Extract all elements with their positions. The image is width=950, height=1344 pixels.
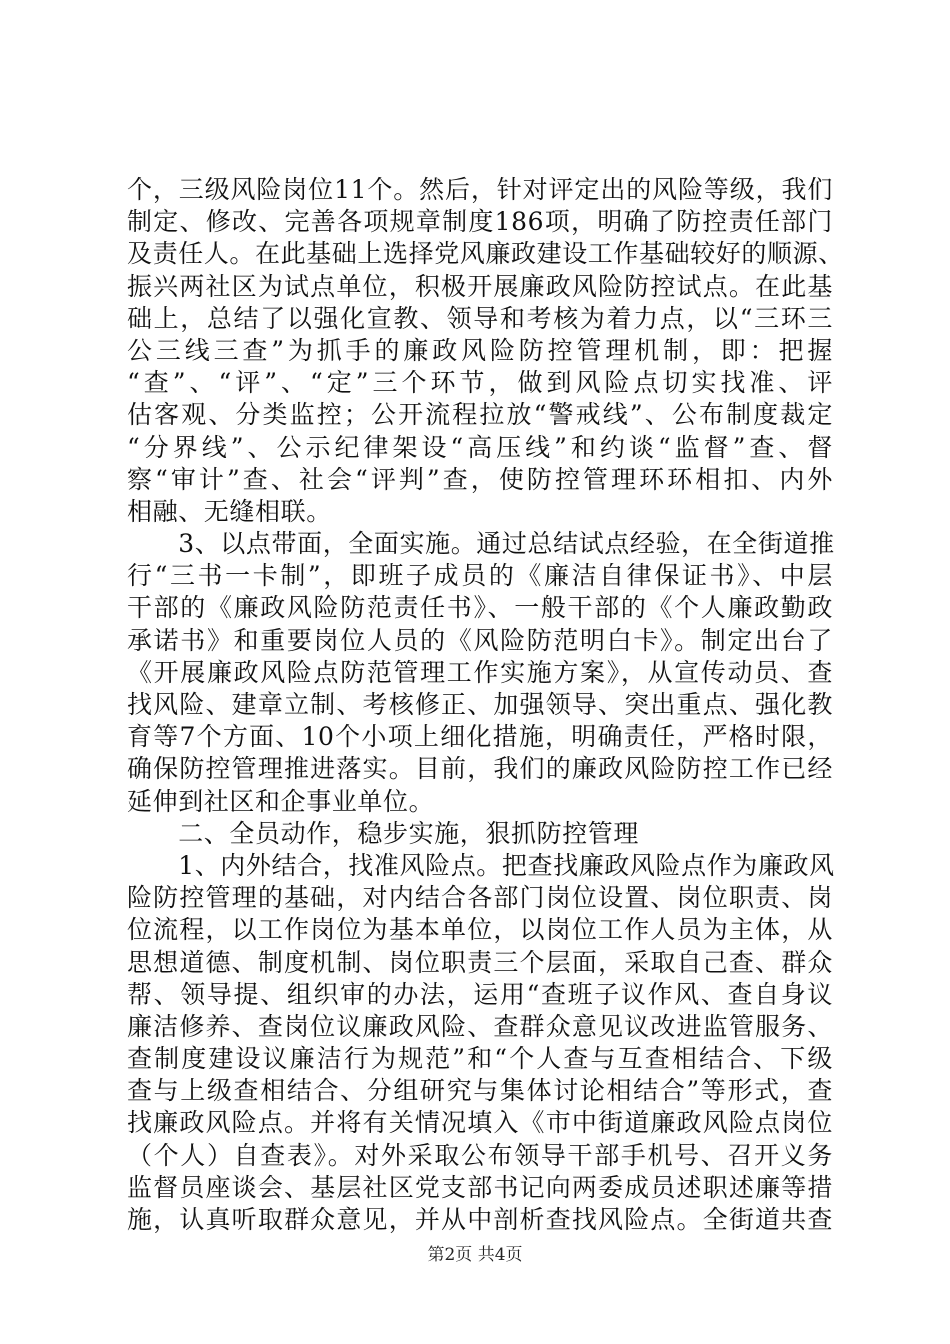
text-line: 找风险、建章立制、考核修正、加强领导、突出重点、强化教 — [127, 690, 833, 719]
text-line: 找廉政风险点。并将有关情况填入《市中街道廉政风险点岗位 — [127, 1108, 833, 1138]
document-body — [127, 174, 844, 1236]
text-line: 帮、领导提、组织审的办法，运用“查班子议作风、查自身议 — [127, 979, 833, 1009]
text-line: 位流程，以工作岗位为基本单位，以岗位工作人员为主体，从 — [127, 915, 833, 945]
text-line: “分界线”、公示纪律架设“高压线”和约谈“监督”查、督 — [127, 432, 833, 462]
text-line: 干部的《廉政风险防范责任书》、一般干部的《个人廉政勤政 — [127, 593, 833, 623]
text-line: 《开展廉政风险点防范管理工作实施方案》，从宣传动员、查 — [127, 657, 833, 687]
text-line: 行“三书一卡制”，即班子成员的《廉洁自律保证书》、中层 — [127, 561, 833, 591]
text-line: 延伸到社区和企事业单位。 — [127, 786, 435, 816]
text-line: 估客观、分类监控；公开流程拉放“警戒线”、公布制度裁定 — [127, 400, 833, 430]
text-line: 及责任人。在此基础上选择党风廉政建设工作基础较好的顺源、 — [127, 239, 844, 269]
text-line: 公三线三查”为抓手的廉政风险防控管理机制，即：把握 — [127, 335, 833, 365]
text-line: 思想道德、制度机制、岗位职责三个层面，采取自己查、群众 — [127, 947, 833, 977]
page-footer: 第2页 共4页 — [427, 1245, 523, 1265]
text-line: 3、以点带面，全面实施。通过总结试点经验，在全街道推 — [127, 529, 835, 559]
text-line: “查”、“评”、“定”三个环节，做到风险点切实找准、评 — [127, 368, 833, 398]
text-line: 1、内外结合，找准风险点。把查找廉政风险点作为廉政风 — [127, 850, 835, 880]
text-line: 施，认真听取群众意见，并从中剖析查找风险点。全街道共查 — [127, 1205, 833, 1234]
text-line: 察“审计”查、社会“评判”查，使防控管理环环相扣、内外 — [127, 464, 833, 494]
text-line: 相融、无缝相联。 — [127, 496, 332, 526]
text-line: 承诺书》和重要岗位人员的《风险防范明白卡》。制定出台了 — [127, 625, 833, 655]
text-line: 险防控管理的基础，对内结合各部门岗位设置、岗位职责、岗 — [127, 883, 833, 913]
text-line: 制定、修改、完善各项规章制度186项，明确了防控责任部门 — [127, 207, 833, 237]
text-line: 监督员座谈会、基层社区党支部书记向两委成员述职述廉等措 — [127, 1172, 833, 1202]
text-line: 振兴两社区为试点单位，积极开展廉政风险防控试点。在此基 — [127, 271, 833, 301]
text-line: 础上，总结了以强化宣教、领导和考核为着力点，以“三环三 — [127, 303, 833, 333]
text-line: 查与上级查相结合、分组研究与集体讨论相结合”等形式，查 — [127, 1076, 833, 1106]
text-line: 二、全员动作，稳步实施，狠抓防控管理 — [127, 818, 640, 848]
text-line: 确保防控管理推进落实。目前，我们的廉政风险防控工作已经 — [127, 754, 833, 784]
text-line: 个，三级风险岗位11个。然后，针对评定出的风险等级，我们 — [127, 175, 833, 204]
text-line: （个人）自查表》。对外采取公布领导干部手机号、召开义务 — [127, 1140, 833, 1170]
text-line: 查制度建设议廉洁行为规范”和“个人查与互查相结合、下级 — [127, 1044, 833, 1074]
text-line: 育等7个方面、10个小项上细化措施，明确责任，严格时限， — [127, 722, 833, 752]
text-line: 廉洁修养、查岗位议廉政风险、查群众意见议改进监管服务、 — [127, 1011, 833, 1041]
